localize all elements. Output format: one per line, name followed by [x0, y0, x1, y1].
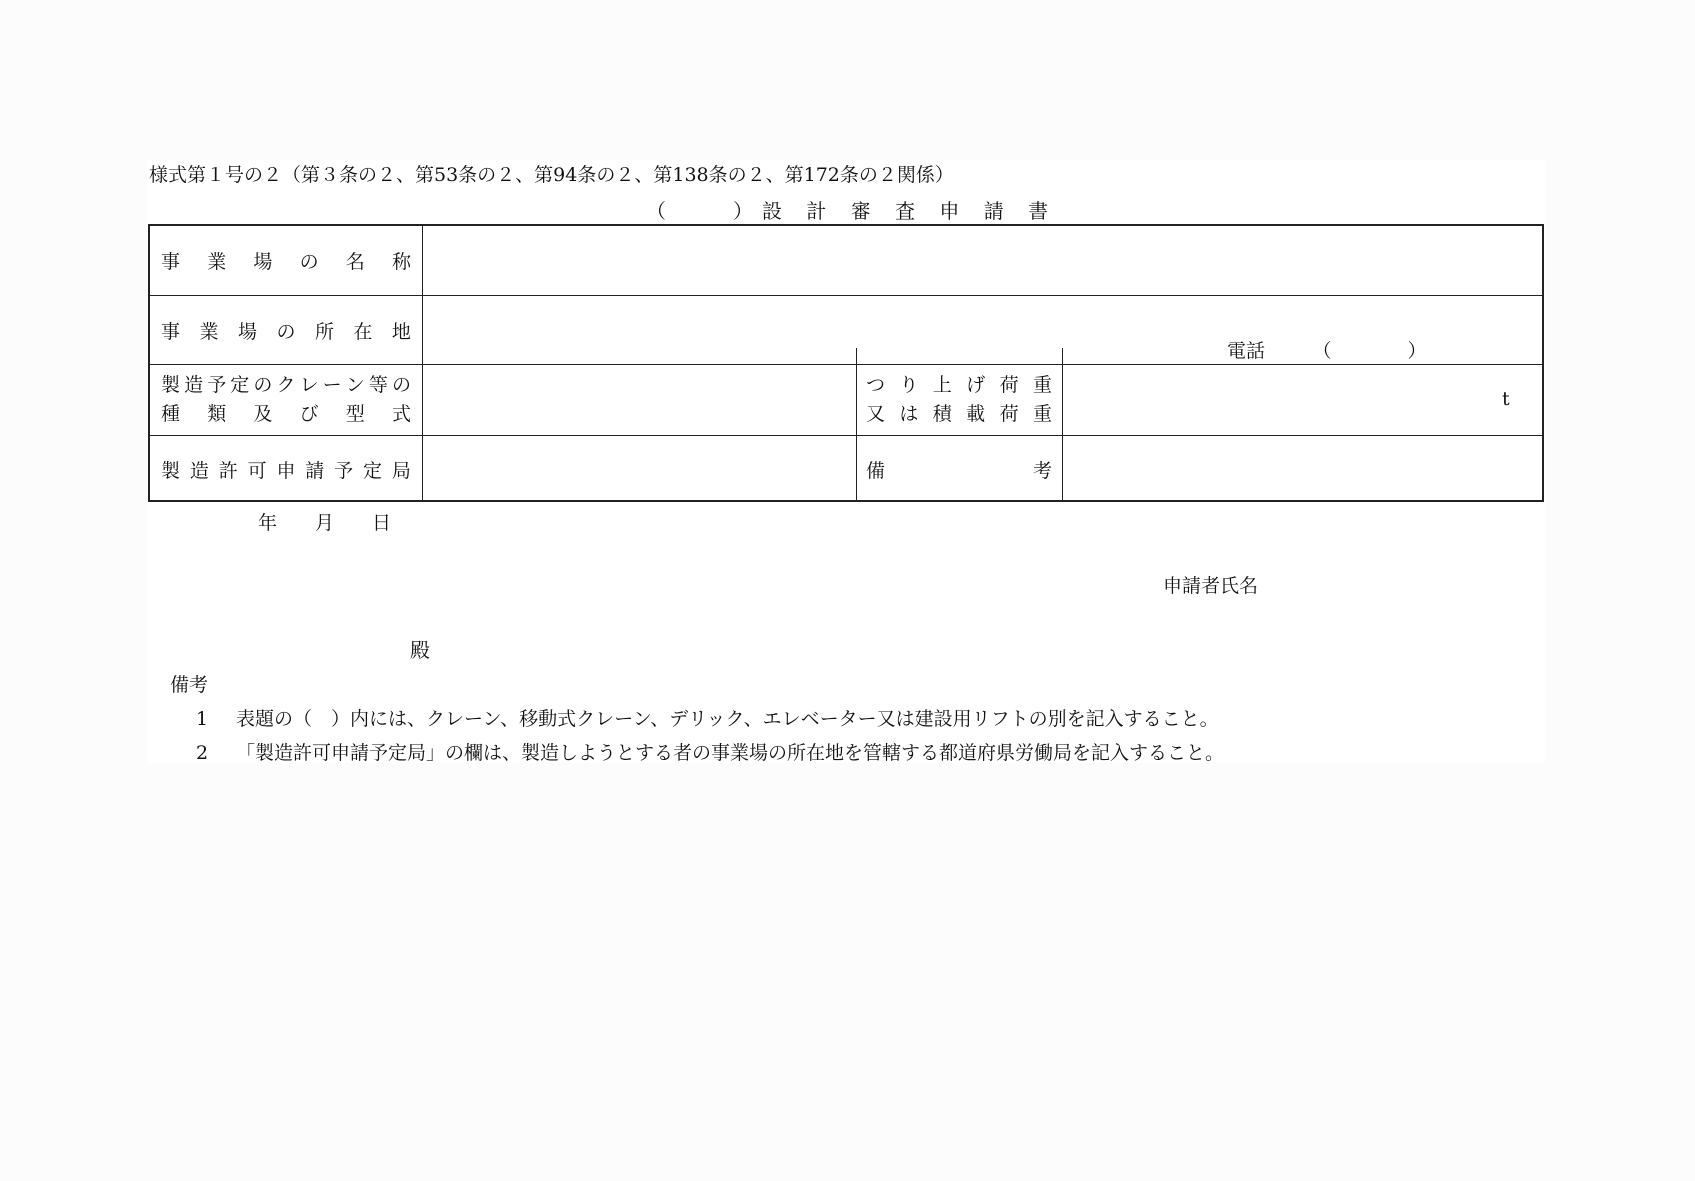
- planned-bureau-field[interactable]: [424, 436, 854, 502]
- document-title: （ ）設 計 審 査 申 請 書: [646, 199, 1058, 223]
- label-line: 製 造 予 定 の ク レ ー ン 等 の: [161, 374, 411, 396]
- note-number: 1: [196, 708, 209, 730]
- note-text: 「製造許可申請予定局」の欄は、製造しようとする者の事業場の所在地を管轄する都道府県労働局を記入すること。: [236, 742, 1225, 764]
- remarks-field[interactable]: [1064, 436, 1542, 502]
- applicant-name-label: 申請者氏名: [1163, 575, 1259, 597]
- application-table: [148, 224, 1544, 502]
- phone-label: 電話 （ ）: [1227, 340, 1427, 362]
- label-business-name: 事 業 場 の 名 称: [161, 251, 411, 273]
- addressee-honorific: 殿: [410, 638, 430, 662]
- application-date: 年 月 日: [258, 512, 392, 534]
- note-item: [196, 738, 1224, 765]
- label-line: つ り 上 げ 荷 重: [866, 374, 1052, 396]
- notes-heading: 備考: [170, 674, 209, 696]
- label-load-capacity: [866, 365, 1052, 435]
- label-line: 又 は 積 載 荷 重: [866, 403, 1052, 425]
- tonnage-unit: t: [1502, 388, 1510, 410]
- label-column-divider: [422, 226, 423, 500]
- business-name-field[interactable]: [424, 226, 1542, 295]
- label-business-address: 事 業 場 の 所 在 地: [161, 320, 411, 343]
- right-column-divider: [1062, 348, 1063, 500]
- label-remarks: 備 考: [866, 459, 1052, 482]
- label-line: 種 類 及 び 型 式: [161, 403, 411, 425]
- crane-type-field[interactable]: [424, 365, 854, 435]
- label-planned-bureau: 製 造 許 可 申 請 予 定 局: [161, 459, 411, 482]
- middle-column-divider: [856, 348, 857, 500]
- label-crane-type-model: [161, 365, 411, 435]
- note-number: 2: [196, 742, 209, 764]
- form-number-label: 様式第１号の２（第３条の２、第53条の２、第94条の２、第138条の２、第172条の２関係）: [149, 164, 954, 186]
- note-text: 表題の（ ）内には、クレーン、移動式クレーン、デリック、エレベーター又は建設用リフトの別を記入すること。: [236, 708, 1219, 730]
- load-capacity-field[interactable]: [1064, 365, 1542, 435]
- note-item: [196, 704, 1219, 731]
